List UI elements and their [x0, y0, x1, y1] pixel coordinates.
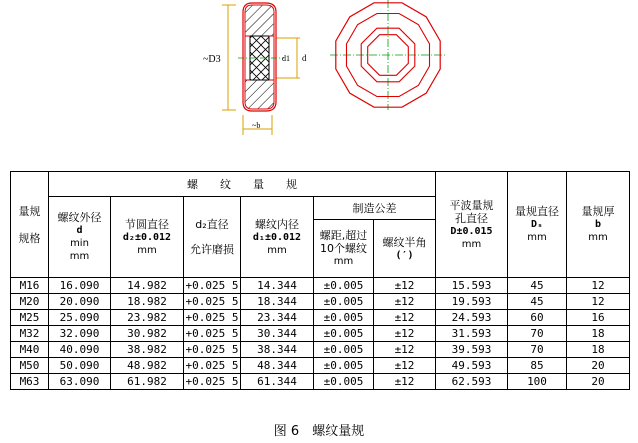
- table-cell: 20: [567, 358, 630, 374]
- thread-gauge-table: [10, 171, 630, 390]
- table-cell: ±0.005: [314, 326, 374, 342]
- table-cell: 25.090: [49, 310, 111, 326]
- header-pitch-tolerance: 螺距,超过 10个螺纹 mm: [314, 220, 374, 278]
- header-minor-diameter: 螺纹内径 d₁±0.012 mm: [241, 197, 314, 278]
- table-cell: 12: [567, 278, 630, 294]
- table-cell: +0.025 5: [184, 326, 241, 342]
- table-cell: 62.593: [436, 374, 508, 390]
- table-cell: +0.025 5: [184, 294, 241, 310]
- table-row: [11, 326, 630, 342]
- gauge-size-cell: M32: [11, 326, 49, 342]
- table-cell: 16: [567, 310, 630, 326]
- table-cell: 14.982: [111, 278, 184, 294]
- table-cell: 61.344: [241, 374, 314, 390]
- header-gauge-size: 量规 规格: [11, 172, 49, 278]
- table-cell: 20.090: [49, 294, 111, 310]
- table-row: [11, 294, 630, 310]
- figure-caption: 图 6 螺纹量规: [273, 424, 365, 439]
- table-cell: 18.344: [241, 294, 314, 310]
- inner-dim-label: d1: [282, 54, 290, 63]
- table-cell: ±12: [374, 278, 436, 294]
- width-dim-label: ~b: [252, 121, 261, 130]
- table-cell: ±0.005: [314, 358, 374, 374]
- table-cell: 32.090: [49, 326, 111, 342]
- outer-dim-label: ~D3: [203, 54, 221, 65]
- table-cell: +0.025 5: [184, 278, 241, 294]
- table-cell: 18: [567, 326, 630, 342]
- table-row: [11, 358, 630, 374]
- front-view: [330, 0, 446, 110]
- table-row: [11, 310, 630, 326]
- table-cell: 39.593: [436, 342, 508, 358]
- table-cell: 38.982: [111, 342, 184, 358]
- table-cell: +0.025 5: [184, 358, 241, 374]
- table-cell: 40.090: [49, 342, 111, 358]
- table-cell: 70: [508, 326, 567, 342]
- table-cell: 48.982: [111, 358, 184, 374]
- table-cell: 24.593: [436, 310, 508, 326]
- gauge-drawing: [0, 0, 638, 168]
- table-cell: +0.025 5: [184, 374, 241, 390]
- table-cell: 18.982: [111, 294, 184, 310]
- table-cell: 60: [508, 310, 567, 326]
- table-cell: 45: [508, 278, 567, 294]
- table-cell: 50.090: [49, 358, 111, 374]
- gauge-size-cell: M16: [11, 278, 49, 294]
- table-cell: ±12: [374, 294, 436, 310]
- table-cell: ±0.005: [314, 310, 374, 326]
- table-cell: 30.344: [241, 326, 314, 342]
- header-thread-gauge: 螺 纹 量 规: [49, 172, 436, 197]
- header-hole-diameter: 平波量规 孔直径 D±0.015 mm: [436, 172, 508, 278]
- table-cell: 14.344: [241, 278, 314, 294]
- header-pitch-diameter: 节圆直径 d₂±0.012 mm: [111, 197, 184, 278]
- gauge-size-cell: M40: [11, 342, 49, 358]
- table-cell: 23.344: [241, 310, 314, 326]
- header-manufacturing-tolerance: 制造公差: [314, 197, 436, 220]
- table-row: [11, 278, 630, 294]
- table-cell: 48.344: [241, 358, 314, 374]
- table-cell: ±0.005: [314, 374, 374, 390]
- table-cell: 18: [567, 342, 630, 358]
- table-cell: ±12: [374, 342, 436, 358]
- table-cell: 70: [508, 342, 567, 358]
- table-cell: 49.593: [436, 358, 508, 374]
- table-cell: +0.025 5: [184, 342, 241, 358]
- table-cell: ±12: [374, 374, 436, 390]
- table-cell: 30.982: [111, 326, 184, 342]
- table-cell: ±0.005: [314, 294, 374, 310]
- table-cell: 38.344: [241, 342, 314, 358]
- table-cell: 19.593: [436, 294, 508, 310]
- side-dim-label: d: [302, 53, 307, 63]
- table-cell: 100: [508, 374, 567, 390]
- table-cell: 85: [508, 358, 567, 374]
- table-cell: +0.025 5: [184, 310, 241, 326]
- header-gauge-thickness: 量规厚 b mm: [567, 172, 630, 278]
- table-cell: 15.593: [436, 278, 508, 294]
- gauge-size-cell: M63: [11, 374, 49, 390]
- table-cell: 23.982: [111, 310, 184, 326]
- table-cell: 20: [567, 374, 630, 390]
- table-cell: ±0.005: [314, 278, 374, 294]
- header-major-diameter: 螺纹外径 d min mm: [49, 197, 111, 278]
- table-cell: 16.090: [49, 278, 111, 294]
- table-cell: ±12: [374, 310, 436, 326]
- table-cell: 63.090: [49, 374, 111, 390]
- side-section-view: [203, 3, 307, 135]
- header-half-angle: 螺纹半角 (′): [374, 220, 436, 278]
- gauge-size-cell: M25: [11, 310, 49, 326]
- gauge-size-cell: M20: [11, 294, 49, 310]
- table-cell: 61.982: [111, 374, 184, 390]
- table-cell: ±0.005: [314, 342, 374, 358]
- table-cell: ±12: [374, 358, 436, 374]
- table-cell: 12: [567, 294, 630, 310]
- table-row: [11, 374, 630, 390]
- header-wear-allowance: d₂直径 允许磨损: [184, 197, 241, 278]
- table-cell: 31.593: [436, 326, 508, 342]
- table-row: [11, 342, 630, 358]
- gauge-size-cell: M50: [11, 358, 49, 374]
- table-cell: ±12: [374, 326, 436, 342]
- header-gauge-diameter: 量规直径 Dₛ mm: [508, 172, 567, 278]
- table-cell: 45: [508, 294, 567, 310]
